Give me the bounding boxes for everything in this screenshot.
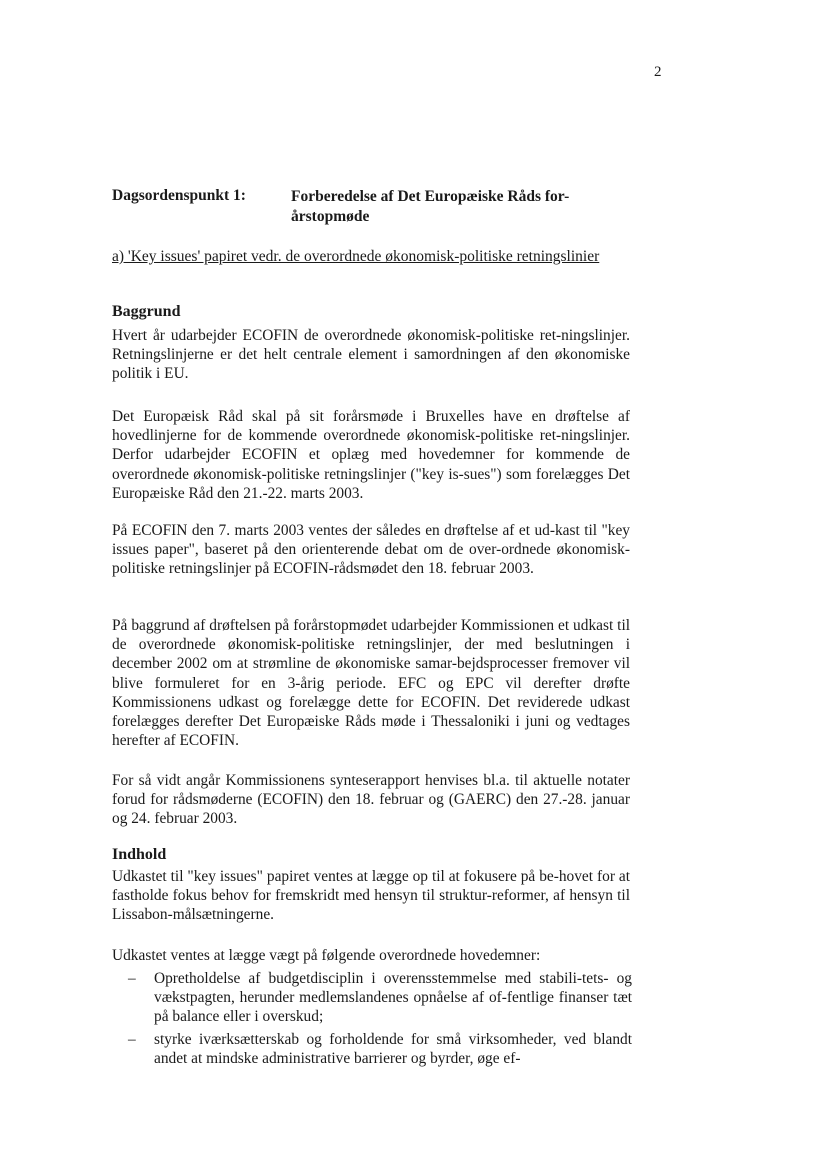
heading-indhold: Indhold: [112, 846, 167, 863]
paragraph: På ECOFIN den 7. marts 2003 ventes der således en drøftelse af et ud-kast til "key issues paper", baseret på den orienterende debat om de over-ordnede økonomisk-politiske retningslinjer på ECOFIN-rådsmødet den 18. februar 2003.: [112, 522, 630, 578]
agenda-label: Dagsordenspunkt 1:: [112, 187, 246, 204]
agenda-title: [291, 187, 621, 227]
page-number: 2: [654, 64, 662, 80]
section-subheading: a) 'Key issues' papiret vedr. de overordnede økonomisk-politiske retningslinier: [112, 248, 600, 265]
paragraph: Udkastet ventes at lægge vægt på følgende overordnede hovedemner:: [112, 947, 541, 964]
bullet-marker: –: [128, 970, 136, 987]
heading-baggrund: Baggrund: [112, 303, 181, 320]
list-item: [112, 1030, 632, 1068]
list-item-text: Opretholdelse af budgetdisciplin i overensstemmelse med stabili-tets- og vækstpagten, herunder medlemslandenes opnåelse af of-fentlige finanser tæt på balance eller i overskud;: [154, 970, 632, 1026]
bullet-marker: –: [128, 1030, 136, 1048]
list-item: [112, 969, 632, 1027]
paragraph: For så vidt angår Kommissionens synteserapport henvises bl.a. til aktuelle notater forud for rådsmøderne (ECOFIN) den 18. februar og (GAERC) den 27.-28. januar og 24. februar 2003.: [112, 772, 630, 828]
paragraph: Det Europæisk Råd skal på sit forårsmøde i Bruxelles have en drøftelse af hovedlinjerne for de kommende overordnede økonomisk-politiske ret-ningslinjer. Derfor udarbejder ECOFIN et oplæg med hovedemner for kommende de overordnede økonomisk-politiske retningslinjer ("key is-sues") som forelægges Det Europæiske Råd den 21.-22. marts 2003.: [112, 408, 630, 502]
list-item-text: styrke iværksætterskab og forholdende for små virksomheder, ved blandt andet at mindske administrative barrierer og byrder, øge ef-: [154, 1030, 632, 1067]
paragraph: På baggrund af drøftelsen på forårstopmødet udarbejder Kommissionen et udkast til de overordnede økonomisk-politiske retningslinjer, der med beslutningen i december 2002 om at strømline de økonomiske samar-bejdsprocesser fremover vil blive formuleret for en 3-årig periode. EFC og EPC vil derefter drøfte Kommissionens udkast og forelægge dette for ECOFIN. Det reviderede udkast forelægges derefter Det Europæiske Råds møde i Thessaloniki i juni og vedtages herefter af ECOFIN.: [112, 617, 630, 750]
bullet-list: [112, 969, 632, 1071]
paragraph: Hvert år udarbejder ECOFIN de overordnede økonomisk-politiske ret-ningslinjer. Retningslinjerne er det helt centrale element i samordningen af den økonomiske politik i EU.: [112, 327, 630, 383]
agenda-title-text: Forberedelse af Det Europæiske Råds for- årstopmøde: [291, 188, 570, 225]
paragraph: Udkastet til "key issues" papiret ventes at lægge op til at fokusere på be-hovet for at fastholde fokus behov for fremskridt med hensyn til struktur-reformer, af hensyn til Lissabon-målsætningerne.: [112, 868, 630, 924]
